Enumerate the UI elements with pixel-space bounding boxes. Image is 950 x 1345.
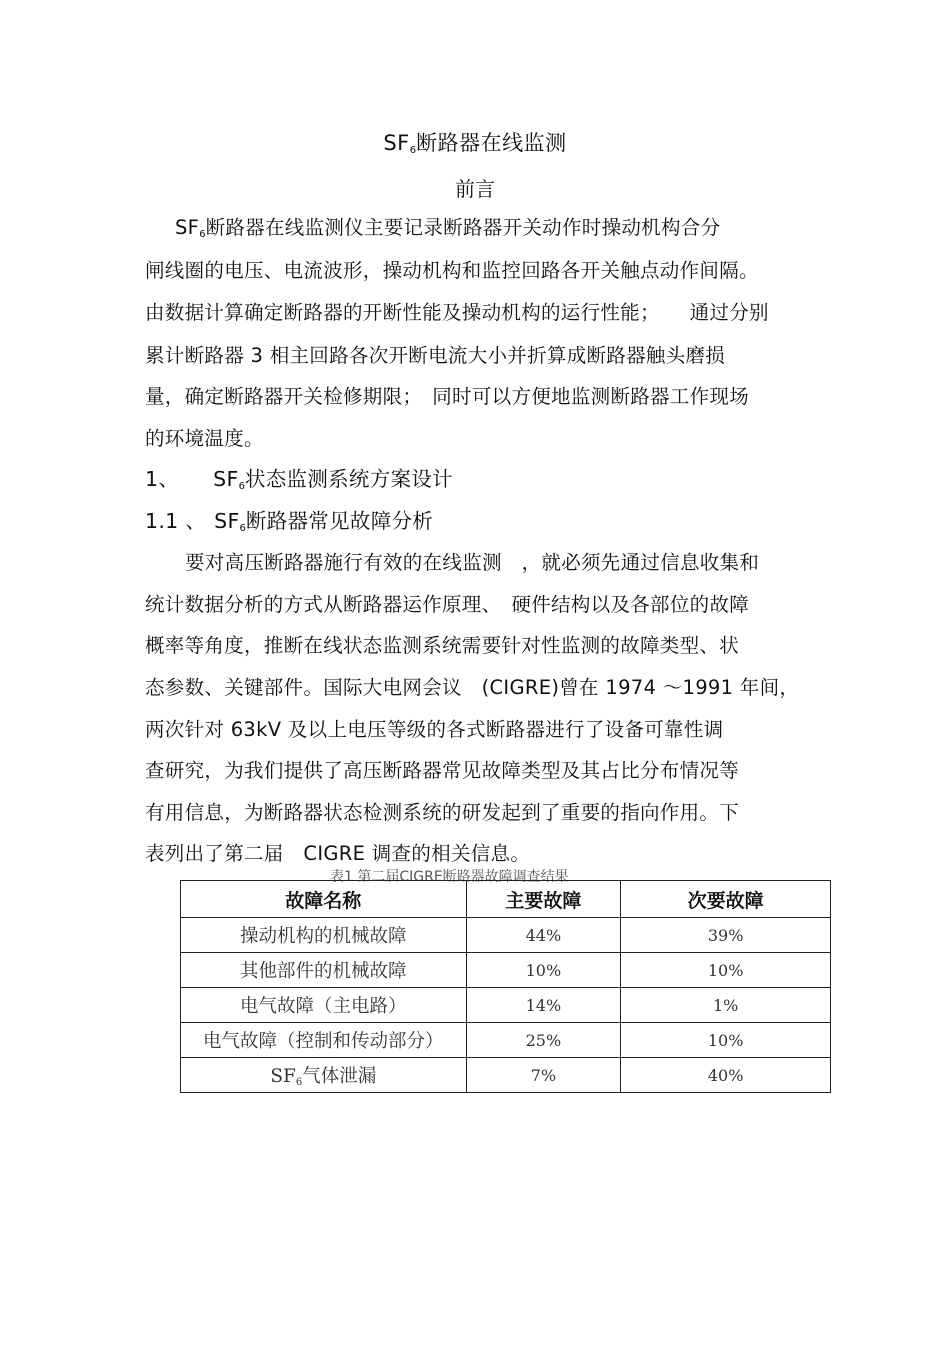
paragraph-line: 概率等角度，推断在线状态监测系统需要针对性监测的故障类型、状 xyxy=(145,634,740,657)
paragraph-line: 两次针对 63kV 及以上电压等级的各式断路器进行了设备可靠性调 xyxy=(145,718,724,741)
section-title: 前言 xyxy=(455,177,495,201)
table-row xyxy=(181,953,831,988)
cell-major: 44% xyxy=(466,918,621,953)
paragraph-line: 闸线圈的电压、电流波形，操动机构和监控回路各开关触点动作间隔。 xyxy=(145,259,759,282)
cell-fault-name: 电气故障（控制和传动部分） xyxy=(181,1023,467,1058)
table-caption: 表1 第二届CIGRE断路器故障调查结果 xyxy=(330,869,569,885)
cell-minor: 40% xyxy=(621,1058,831,1093)
cell-fault-name: 电气故障（主电路） xyxy=(181,988,467,1023)
cell-fault-name: 操动机构的机械故障 xyxy=(181,918,467,953)
paragraph-line: 态参数、关键部件。国际大电网会议 (CIGRE)曾在 1974 ～1991 年间， xyxy=(145,676,800,699)
paragraph-line: $SF_6$断路器在线监测仪主要记录断路器开关动作时操动机构合分 xyxy=(175,216,721,240)
cell-fault-name: 其他部件的机械故障 xyxy=(181,953,467,988)
header-fault-name: 故障名称 xyxy=(181,881,467,918)
cell-minor: 10% xyxy=(621,1023,831,1058)
table-row xyxy=(181,988,831,1023)
fault-table xyxy=(180,880,831,1093)
cell-major: 7% xyxy=(466,1058,621,1093)
paragraph-line: 要对高压断路器施行有效的在线监测 ，就必须先通过信息收集和 xyxy=(185,551,760,574)
heading-1: 1、 $SF_6$状态监测系统方案设计 xyxy=(145,467,453,492)
cell-fault-name: $SF_6$气体泄漏 xyxy=(181,1058,467,1093)
table-row xyxy=(181,1058,831,1093)
table-row xyxy=(181,918,831,953)
table-row xyxy=(181,1023,831,1058)
document-title: $SF_6$断路器在线监测 xyxy=(383,131,567,156)
paragraph-line: 量，确定断路器开关检修期限； 同时可以方便地监测断路器工作现场 xyxy=(145,385,750,408)
cell-major: 10% xyxy=(466,953,621,988)
cell-minor: 1% xyxy=(621,988,831,1023)
paragraph-line: 表列出了第二届 CIGRE 调查的相关信息。 xyxy=(145,842,531,865)
cell-major: 14% xyxy=(466,988,621,1023)
paragraph-line: 的环境温度。 xyxy=(145,427,264,450)
paragraph-line: 统计数据分析的方式从断路器运作原理、 硬件结构以及各部位的故障 xyxy=(145,593,750,616)
header-minor-fault: 次要故障 xyxy=(621,881,831,918)
table-header-row xyxy=(181,881,831,918)
cell-minor: 39% xyxy=(621,918,831,953)
paragraph-line: 由数据计算确定断路器的开断性能及操动机构的运行性能； 通过分别 xyxy=(145,301,769,324)
paragraph-line: 累计断路器 3 相主回路各次开断电流大小并折算成断路器触头磨损 xyxy=(145,344,726,367)
paragraph-line: 有用信息，为断路器状态检测系统的研发起到了重要的指向作用。下 xyxy=(145,801,740,824)
cell-major: 25% xyxy=(466,1023,621,1058)
heading-1-1: 1.1 、 $SF_6$断路器常见故障分析 xyxy=(145,509,434,534)
paragraph-line: 查研究，为我们提供了高压断路器常见故障类型及其占比分布情况等 xyxy=(145,759,740,782)
cell-minor: 10% xyxy=(621,953,831,988)
header-major-fault: 主要故障 xyxy=(466,881,621,918)
